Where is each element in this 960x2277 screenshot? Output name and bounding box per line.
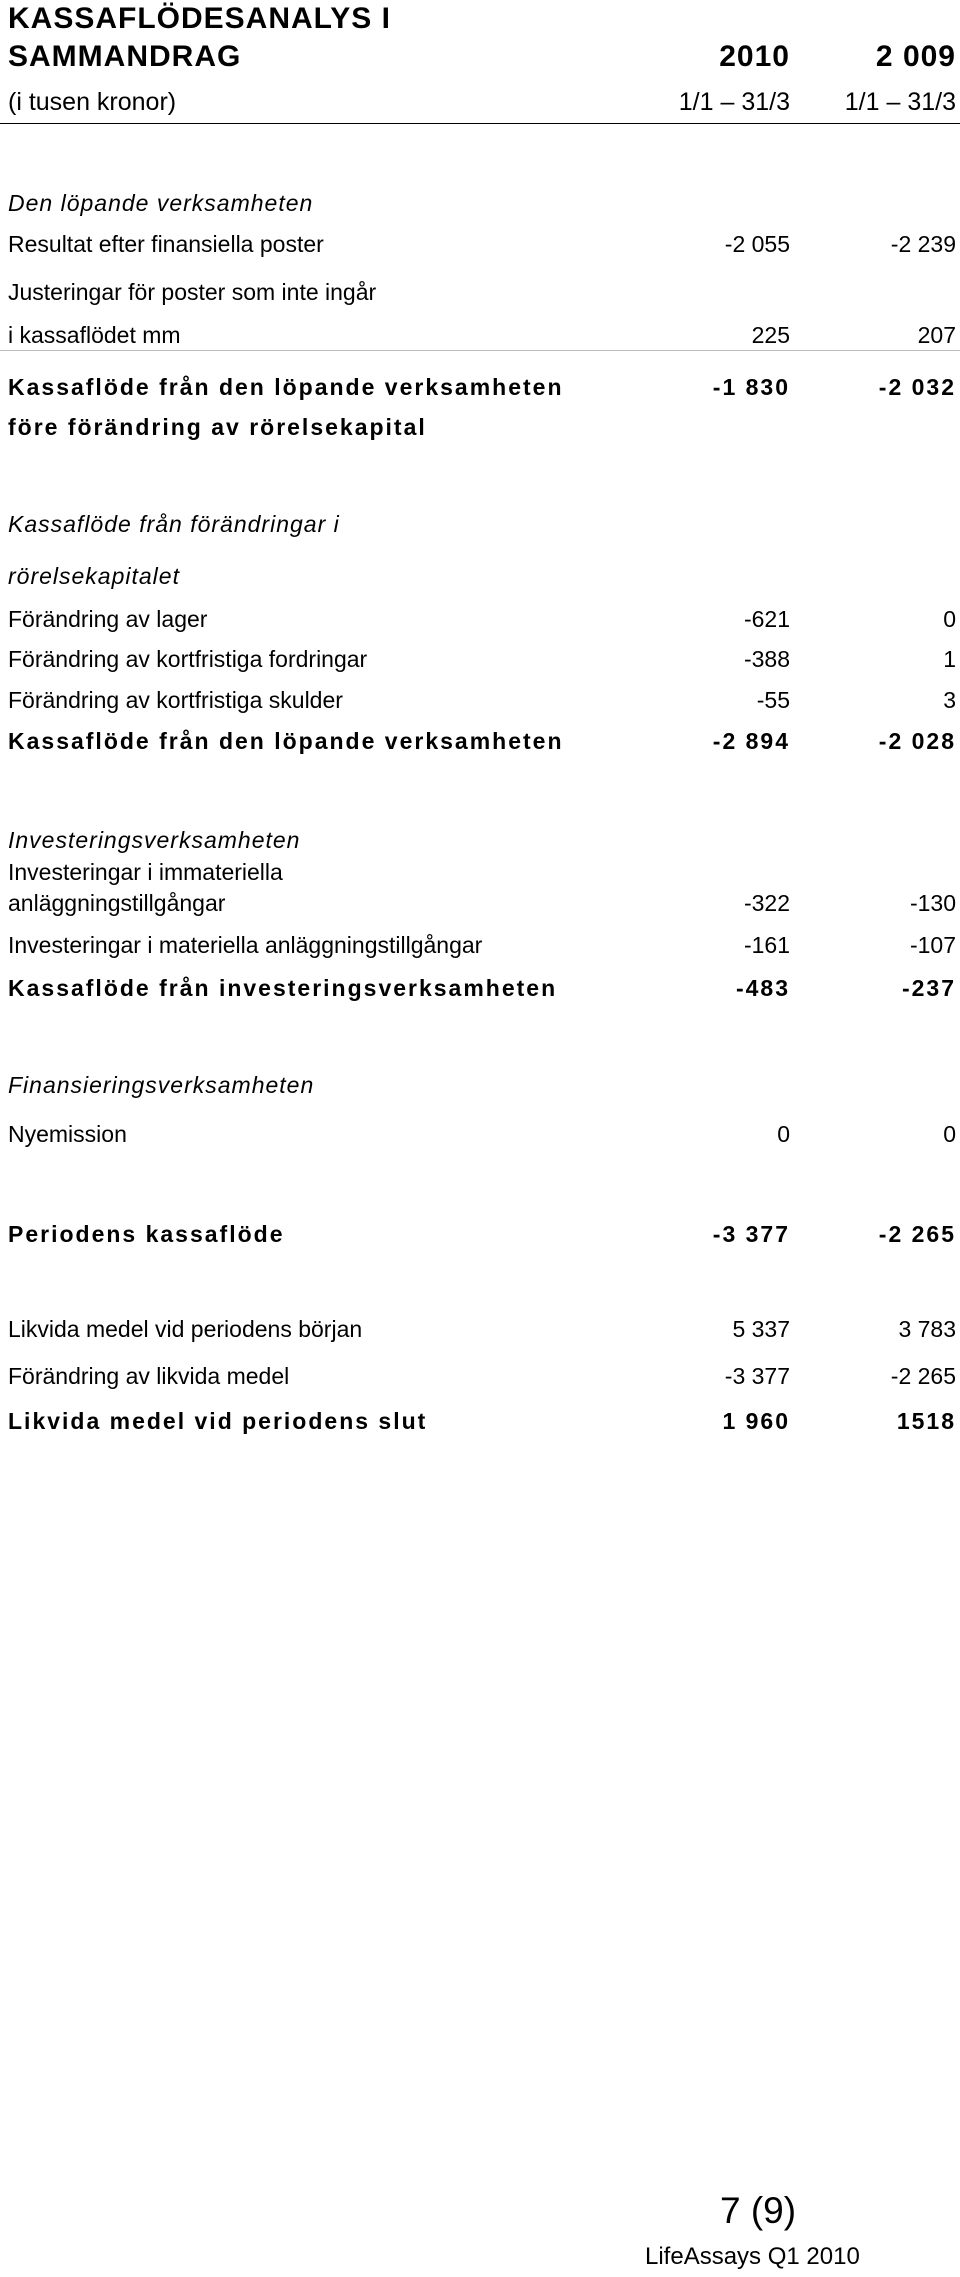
footer-document-name: LifeAssays Q1 2010 <box>645 2243 860 2270</box>
row-liabilities-label: Förändring av kortfristiga skulder <box>8 687 343 713</box>
row-cf-before-2010: -1 830 <box>712 374 790 400</box>
row-intangible-label-2: anläggningstillgångar <box>8 890 226 916</box>
row-cash-start-2010: 5 337 <box>732 1316 790 1342</box>
row-result-label: Resultat efter finansiella poster <box>8 231 324 257</box>
row-new-issue-label: Nyemission <box>8 1121 127 1147</box>
row-cf-before-label-2: före förändring av rörelsekapital <box>8 414 427 440</box>
section-investing: Investeringsverksamheten <box>8 827 301 853</box>
row-cash-change-label: Förändring av likvida medel <box>8 1363 290 1389</box>
row-cf-before-2009: -2 032 <box>878 374 956 400</box>
row-receivables-2010: -388 <box>743 646 790 672</box>
row-inventory-2010: -621 <box>743 606 790 632</box>
row-liabilities-2010: -55 <box>756 687 790 713</box>
title-line-1: KASSAFLÖDESANALYS I <box>8 2 391 35</box>
section-working-capital-2: rörelsekapitalet <box>8 563 180 589</box>
row-new-issue-2009: 0 <box>943 1121 956 1147</box>
row-adjustments-label-2: i kassaflödet mm <box>8 322 181 348</box>
row-cash-change-2009: -2 265 <box>890 1363 956 1389</box>
row-tangible-label: Investeringar i materiella anläggningstillgångar <box>8 932 483 958</box>
row-adjustments-label-1: Justeringar för poster som inte ingår <box>8 279 377 305</box>
row-tangible-2009: -107 <box>909 932 956 958</box>
header-rule <box>0 123 960 124</box>
row-cf-investing-label: Kassaflöde från investeringsverksamheten <box>8 975 558 1001</box>
row-result-2009: -2 239 <box>890 231 956 257</box>
row-period-cf-label: Periodens kassaflöde <box>8 1221 285 1247</box>
row-inventory-label: Förändring av lager <box>8 606 208 632</box>
row-new-issue-2010: 0 <box>777 1121 790 1147</box>
section-operating: Den löpande verksamheten <box>8 190 314 216</box>
row-cash-end-label: Likvida medel vid periodens slut <box>8 1408 428 1434</box>
adjustments-rule <box>0 350 960 351</box>
row-receivables-label: Förändring av kortfristiga fordringar <box>8 646 368 672</box>
row-inventory-2009: 0 <box>943 606 956 632</box>
period-2009: 1/1 – 31/3 <box>844 88 956 116</box>
year-2010: 2010 <box>719 40 790 73</box>
unit-label: (i tusen kronor) <box>8 88 177 116</box>
row-intangible-2010: -322 <box>743 890 790 916</box>
section-financing: Finansieringsverksamheten <box>8 1072 315 1098</box>
section-working-capital-1: Kassaflöde från förändringar i <box>8 511 340 537</box>
row-period-cf-2009: -2 265 <box>878 1221 956 1247</box>
row-cf-investing-2010: -483 <box>735 975 790 1001</box>
row-cash-end-2010: 1 960 <box>722 1408 790 1434</box>
row-intangible-label-1: Investeringar i immateriella <box>8 859 283 885</box>
title-line-2: SAMMANDRAG <box>8 40 242 73</box>
row-cf-investing-2009: -237 <box>901 975 956 1001</box>
row-intangible-2009: -130 <box>909 890 956 916</box>
period-2010: 1/1 – 31/3 <box>678 88 790 116</box>
row-adjustments-2009: 207 <box>917 322 956 348</box>
row-adjustments-2010: 225 <box>751 322 790 348</box>
page-number: 7 (9) <box>720 2190 797 2231</box>
row-cash-start-2009: 3 783 <box>898 1316 956 1342</box>
row-cash-end-2009: 1518 <box>896 1408 956 1434</box>
row-period-cf-2010: -3 377 <box>712 1221 790 1247</box>
row-cf-operating-label: Kassaflöde från den löpande verksamheten <box>8 728 564 754</box>
row-liabilities-2009: 3 <box>943 687 956 713</box>
row-cash-change-2010: -3 377 <box>724 1363 790 1389</box>
row-cf-operating-2009: -2 028 <box>878 728 956 754</box>
row-cf-before-label-1: Kassaflöde från den löpande verksamheten <box>8 374 564 400</box>
row-tangible-2010: -161 <box>743 932 790 958</box>
row-receivables-2009: 1 <box>943 646 956 672</box>
year-2009: 2 009 <box>875 40 956 73</box>
row-cash-start-label: Likvida medel vid periodens början <box>8 1316 363 1342</box>
row-cf-operating-2010: -2 894 <box>712 728 790 754</box>
row-result-2010: -2 055 <box>724 231 790 257</box>
